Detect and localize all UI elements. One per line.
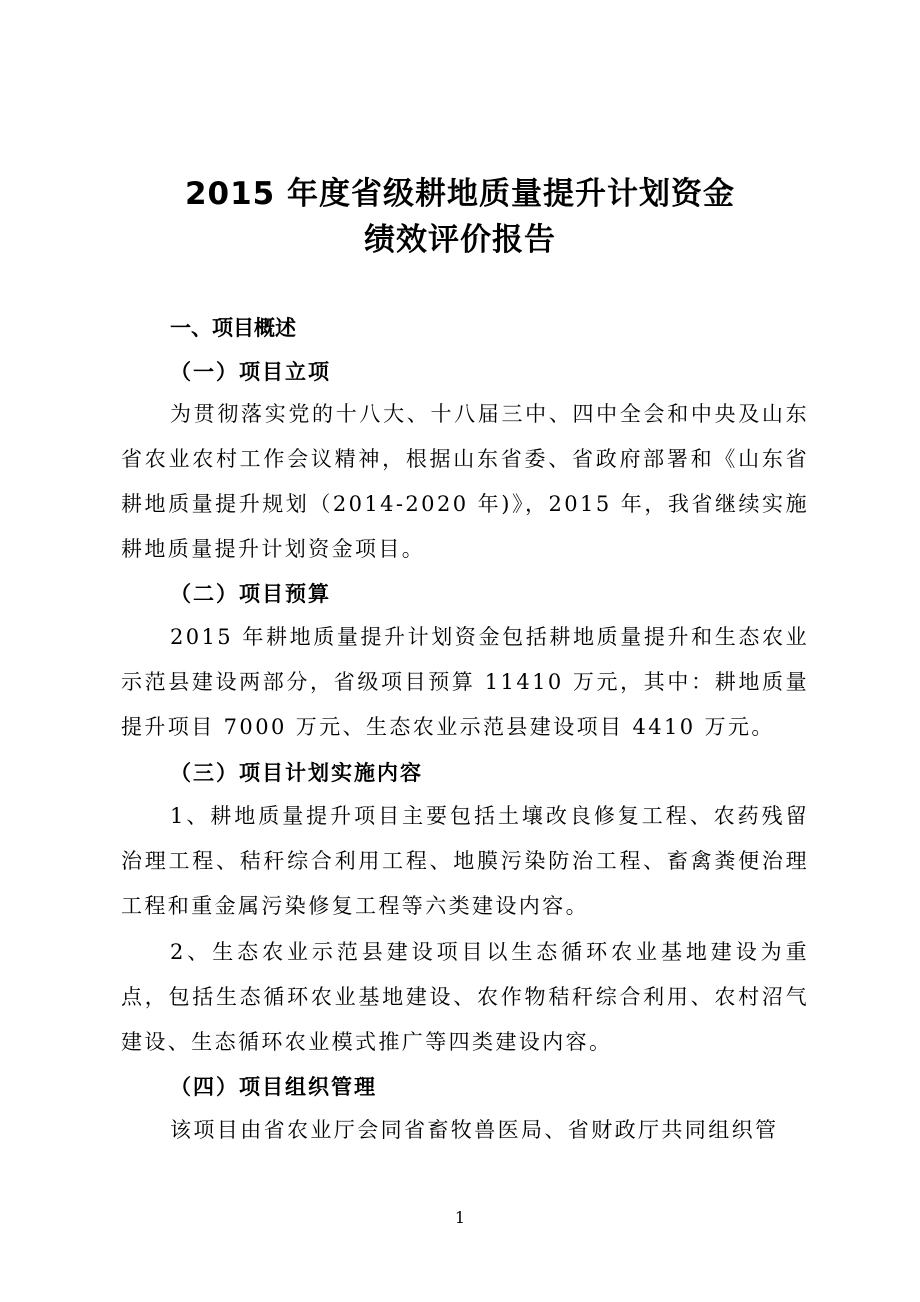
paragraph-project-budget: 2015 年耕地质量提升计划资金包括耕地质量提升和生态农业示范县建设两部分，省级项目预算 11410 万元，其中：耕地质量提升项目 7000 万元、生态农业示范县建设项目 4410 万元。 [121,625,809,739]
paragraph-implementation-item-2: 2、生态农业示范县建设项目以生态循环农业基地建设为重点，包括生态循环农业基地建设、农作物秸秆综合利用、农村沼气建设、生态循环农业模式推广等四类建设内容。 [121,940,809,1054]
subheading-project-budget: （二）项目预算 [170,581,331,606]
subheading-implementation-content: （三）项目计划实施内容 [170,760,423,785]
report-title-line-1: 2015 年度省级耕地质量提升计划资金 [184,176,736,212]
page-number: 1 [454,1208,466,1227]
paragraph-project-management: 该项目由省农业厅会同省畜牧兽医局、省财政厅共同组织管 [170,1118,779,1142]
paragraph-project-approval: 为贯彻落实党的十八大、十八届三中、四中全会和中央及山东省农业农村工作会议精神，根据山东省委、省政府部署和《山东省耕地质量提升规划（2014-2020 年)》，2015 年，我省继续实施耕地质量提升计划资金项目。 [121,402,809,561]
paragraph-implementation-item-1: 1、耕地质量提升项目主要包括土壤改良修复工程、农药残留治理工程、秸秆综合利用工程、地膜污染防治工程、畜禽粪便治理工程和重金属污染修复工程等六类建设内容。 [121,804,809,918]
subheading-project-management: （四）项目组织管理 [170,1074,377,1099]
section-heading-overview: 一、项目概述 [170,316,296,340]
report-title-line-2: 绩效评价报告 [364,222,556,258]
subheading-project-approval: （一）项目立项 [170,359,331,384]
